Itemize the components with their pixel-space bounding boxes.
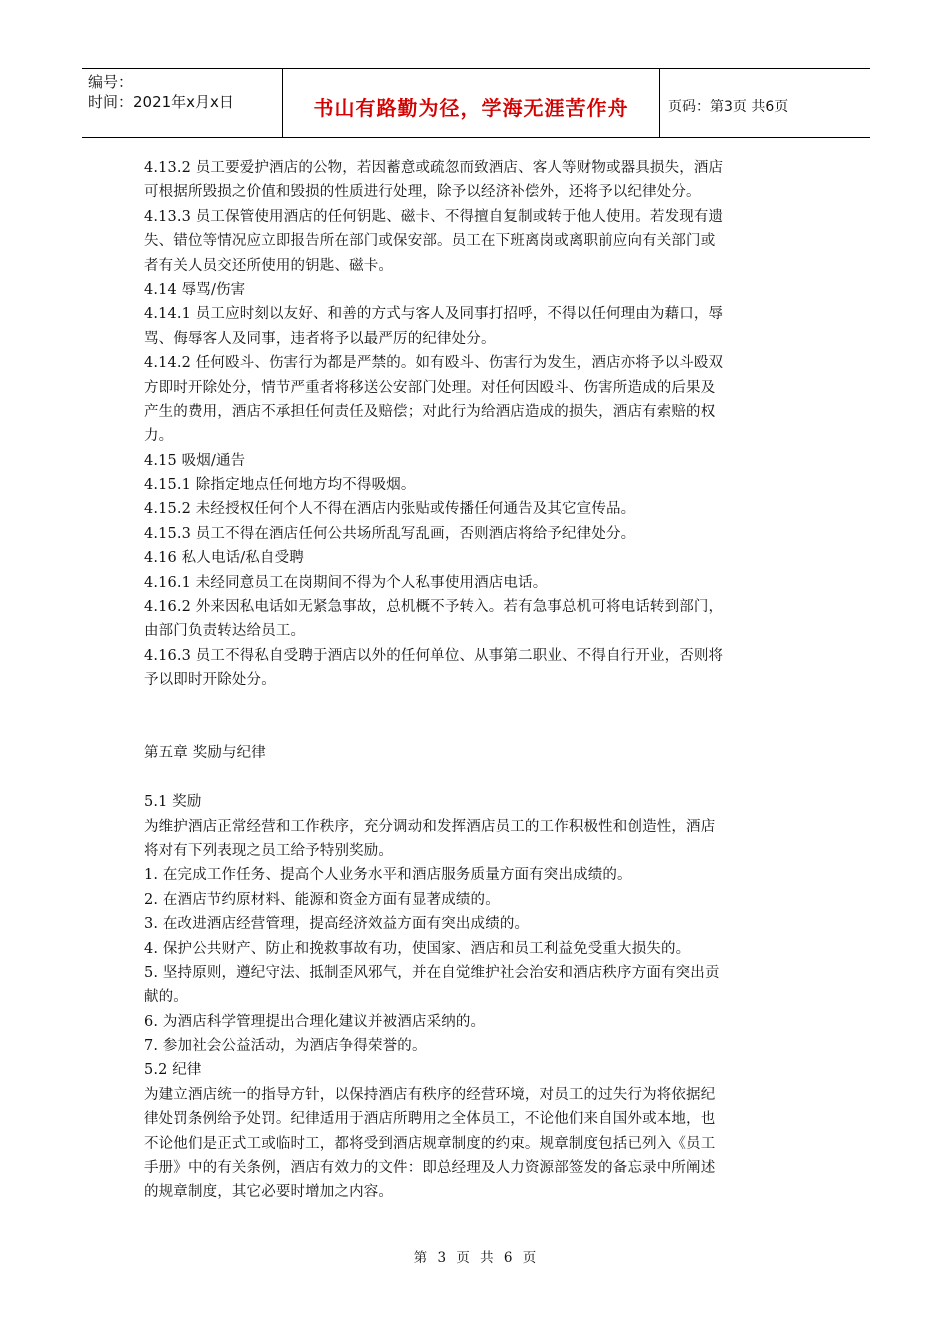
body-line: 4.15.3 员工不得在酒店任何公共场所乱写乱画，否则酒店将给予纪律处分。 (144, 525, 636, 542)
header-meta-cell (82, 69, 282, 137)
body-line: 4.16.1 未经同意员工在岗期间不得为个人私事使用酒店电话。 (144, 574, 548, 591)
motto-text: 书山有路勤为径，学海无涯苦作舟 (313, 95, 629, 120)
body-line: 力。 (144, 428, 174, 445)
body-line: 不论他们是正式工或临时工，都将受到酒店规章制度的约束。规章制度包括已列入《员工 (144, 1135, 716, 1152)
body-line: 4.14.1 员工应时刻以友好、和善的方式与客人及同事打招呼，不得以任何理由为藉口，辱 (144, 306, 724, 323)
body-line: 4.15 吸烟/通告 (144, 452, 246, 469)
body-line: 6. 为酒店科学管理提出合理化建议并被酒店采纳的。 (144, 1013, 486, 1030)
page-footer: 第 3 页 共 6 页 (413, 1250, 537, 1266)
body-line: 律处罚条例给予处罚。纪律适用于酒店所聘用之全体员工，不论他们来自国外或本地，也 (144, 1111, 716, 1128)
body-line: 4. 保护公共财产、防止和挽救事故有功，使国家、酒店和员工利益免受重大损失的。 (144, 940, 691, 957)
body-line: 由部门负责转达给员工。 (144, 623, 306, 640)
body-line: 者有关人员交还所使用的钥匙、磁卡。 (144, 257, 394, 274)
body-line: 产生的费用，酒店不承担任何责任及赔偿；对此行为给酒店造成的损失，酒店有索赔的权 (144, 403, 716, 420)
body-line: 4.16.2 外来因私电话如无紧急事故，总机概不予转入。若有急事总机可将电话转到部门， (144, 599, 724, 616)
body-line: 7. 参加社会公益活动，为酒店争得荣誉的。 (144, 1038, 427, 1055)
body-line: 手册》中的有关条例，酒店有效力的文件：即总经理及人力资源部签发的备忘录中所阐述 (144, 1160, 716, 1177)
page-info: 页码：第3页 共6页 (668, 99, 789, 115)
page-header-table (82, 68, 870, 138)
body-line: 4.16 私人电话/私自受聘 (144, 550, 304, 567)
body-line: 可根据所毁损之价值和毁损的性质进行处理，除予以经济补偿外，还将予以纪律处分。 (144, 184, 701, 201)
body-line: 为建立酒店统一的指导方针，以保持酒店有秩序的经营环境，对员工的过失行为将依据纪 (144, 1086, 716, 1103)
body-line: 2. 在酒店节约原材料、能源和资金方面有显著成绩的。 (144, 891, 500, 908)
body-line: 4.13.3 员工保管使用酒店的任何钥匙、磁卡、不得擅自复制或转于他人使用。若发现有遗 (144, 208, 724, 225)
body-line: 5.2 纪律 (144, 1062, 202, 1079)
body-line: 4.14.2 任何殴斗、伤害行为都是严禁的。如有殴斗、伤害行为发生，酒店亦将予以斗殴双 (144, 355, 724, 372)
blank-line (144, 766, 808, 790)
body-line: 4.13.2 员工要爱护酒店的公物，若因蓄意或疏忽而致酒店、客人等财物或器具损失，酒店 (144, 160, 724, 176)
body-line: 4.16.3 员工不得私自受聘于酒店以外的任何单位、从事第二职业、不得自行开业，否则将 (144, 647, 724, 664)
blank-line (144, 693, 808, 717)
date-label: 时间：2021年x月x日 (88, 93, 234, 111)
body-line: 将对有下列表现之员工给予特别奖励。 (144, 842, 394, 859)
number-label: 编号： (88, 73, 134, 91)
body-line: 1. 在完成工作任务、提高个人业务水平和酒店服务质量方面有突出成绩的。 (144, 867, 632, 884)
body-line: 骂、侮辱客人及同事，违者将予以最严厉的纪律处分。 (144, 330, 496, 347)
body-line: 5. 坚持原则，遵纪守法、抵制歪风邪气，并在自觉维护社会治安和酒店秩序方面有突出贡 (144, 964, 720, 981)
blank-line (144, 717, 808, 741)
document-body (144, 156, 808, 1205)
header-page-cell (660, 75, 870, 137)
body-line: 4.14 辱骂/伤害 (144, 281, 246, 298)
body-line: 方即时开除处分，情节严重者将移送公安部门处理。对任何因殴斗、伤害所造成的后果及 (144, 379, 716, 396)
body-line: 予以即时开除处分。 (144, 672, 276, 689)
body-line: 4.15.1 除指定地点任何地方均不得吸烟。 (144, 477, 416, 494)
body-line: 献的。 (144, 989, 188, 1006)
body-line: 的规章制度，其它必要时增加之内容。 (144, 1184, 394, 1201)
body-line: 3. 在改进酒店经营管理，提高经济效益方面有突出成绩的。 (144, 916, 530, 933)
body-line: 5.1 奖励 (144, 794, 202, 811)
header-motto-cell (282, 69, 660, 137)
body-line: 第五章 奖励与纪律 (144, 745, 266, 762)
body-line: 失、错位等情况应立即报告所在部门或保安部。员工在下班离岗或离职前应向有关部门或 (144, 233, 716, 250)
body-line: 4.15.2 未经授权任何个人不得在酒店内张贴或传播任何通告及其它宣传品。 (144, 501, 636, 518)
body-line: 为维护酒店正常经营和工作秩序，充分调动和发挥酒店员工的工作积极性和创造性，酒店 (144, 818, 716, 835)
